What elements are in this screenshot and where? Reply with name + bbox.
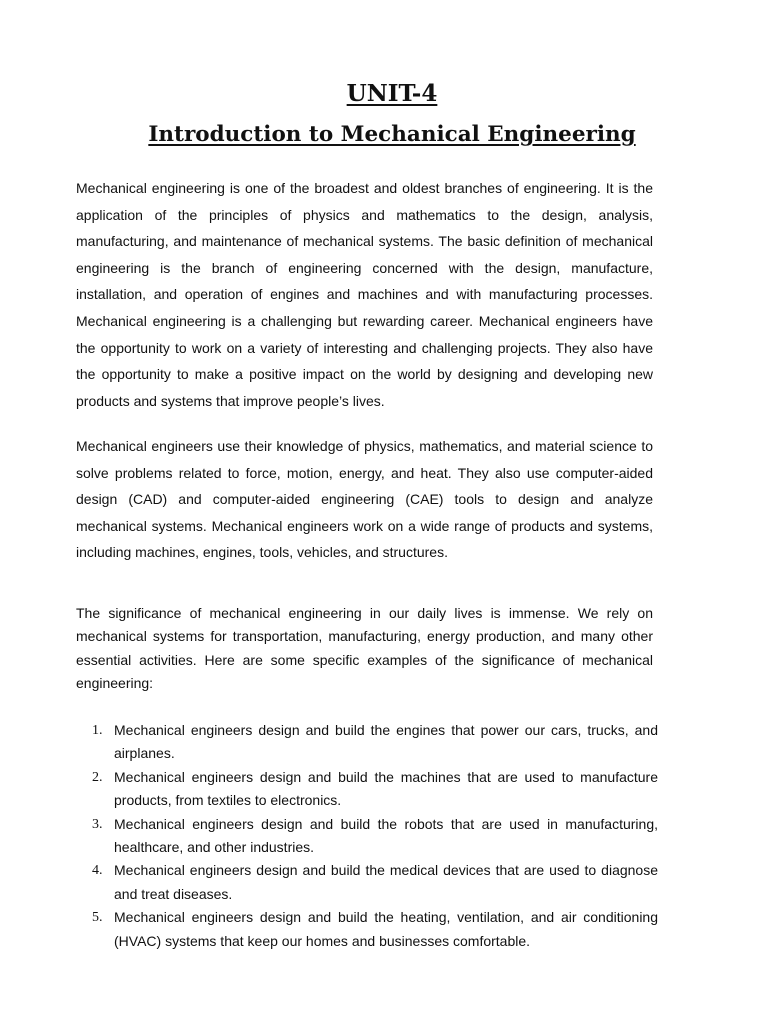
list-item-text: Mechanical engineers design and build the medical devices that are used to diagnose and treat diseases. xyxy=(114,862,658,902)
list-item-number: 3. xyxy=(92,816,103,832)
paragraph-knowledge: Mechanical engineers use their knowledge of physics, mathematics, and material science to solve problems related to force, motion, energy, and heat. They also use computer-aided design (CAD) and computer-aided engineering (CAE) tools to design and analyze mechanical systems. Mechanical engineers work on a wide range of products and systems, including machines, engines, tools, vehicles, and structures. xyxy=(76,438,653,561)
paragraph-introduction: Mechanical engineering is one of the broadest and oldest branches of engineering. It is the application of the principles of physics and mathematics to the design, analysis, manufacturing, and maintenance of mechanical systems. The basic definition of mechanical engineering is the branch of engineering concerned with the design, manufacture, installation, and operation of engines and machines and with manufacturing processes. Mechanical engineering is a challenging but rewarding career. Mechanical engineers have the opportunity to work on a variety of interesting and challenging projects. They also have the opportunity to make a positive impact on the world by designing and developing new products and systems that improve people’s lives. xyxy=(76,180,653,409)
examples-list xyxy=(76,719,658,953)
list-item xyxy=(76,906,658,953)
list-item xyxy=(76,766,658,813)
list-item-text: Mechanical engineers design and build the engines that power our cars, trucks, and airplanes. xyxy=(114,722,658,762)
list-item-text: Mechanical engineers design and build the robots that are used in manufacturing, healthcare, and other industries. xyxy=(114,815,658,856)
paragraph-significance: The significance of mechanical engineering in our daily lives is immense. We rely on mechanical systems for transportation, manufacturing, energy production, and many other essential activities. Here are some specific examples of the significance of mechanical engineering: xyxy=(76,605,653,692)
list-item-number: 1. xyxy=(92,723,103,738)
list-item xyxy=(76,859,658,906)
list-item-text: Mechanical engineers design and build the heating, ventilation, and air conditioning (HVAC) systems that keep our homes and businesses comfortable. xyxy=(114,909,658,949)
list-item-number: 4. xyxy=(92,863,103,879)
list-item xyxy=(76,813,658,860)
list-item-number: 5. xyxy=(92,910,103,926)
unit-heading: UNIT-4 xyxy=(346,80,438,107)
page-title: Introduction to Mechanical Engineering xyxy=(148,122,636,147)
list-item xyxy=(76,719,658,766)
list-item-number: 2. xyxy=(92,769,103,785)
list-item-text: Mechanical engineers design and build the machines that are used to manufacture products, from textiles to electronics. xyxy=(114,768,658,809)
